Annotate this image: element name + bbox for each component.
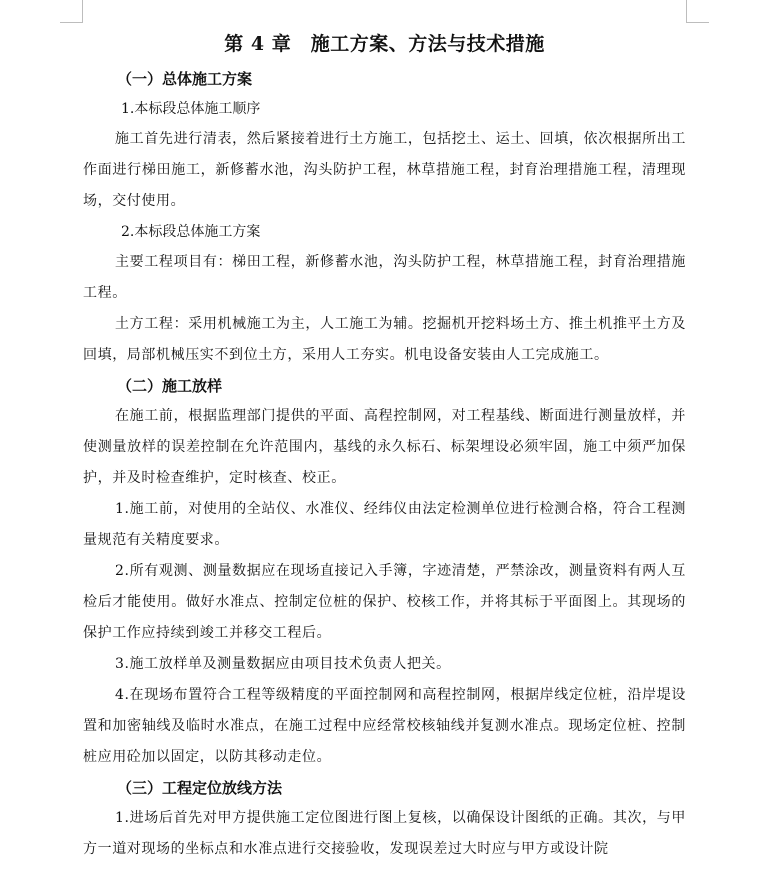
page-corner-mark-top-left [60,0,83,23]
sub-heading: 2.本标段总体施工方案 [121,224,261,240]
section-heading: （一）总体施工方案 [117,70,253,88]
section-heading: （三）工程定位放线方法 [117,779,283,797]
section-heading: （二）施工放样 [117,377,223,395]
page-corner-mark-top-right [686,0,709,23]
paragraph: 1.施工前，对使用的全站仪、水准仪、经纬仪由法定检测单位进行检测合格，符合工程测量规范有关精度要求。 [83,501,686,548]
paragraph: 3.施工放样单及测量数据应由项目技术负责人把关。 [115,656,451,672]
paragraph: 主要工程项目有：梯田工程，新修蓄水池，沟头防护工程，林草措施工程，封育治理措施工程。 [83,254,686,301]
paragraph: 土方工程：采用机械施工为主，人工施工为辅。挖掘机开挖料场土方、推土机推平土方及回填，局部机械压实不到位土方，采用人工夯实。机电设备安装由人工完成施工。 [83,316,686,363]
sub-heading: 1.本标段总体施工顺序 [121,101,261,117]
paragraph: 2.所有观测、测量数据应在现场直接记入手簿，字迹清楚，严禁涂改，测量资料有两人互检后才能使用。做好水准点、控制定位桩的保护、校核工作，并将其标于平面图上。其现场的保护工作应持续到竣工并移交工程后。 [83,563,686,641]
chapter-title: 第 4 章 施工方案、方法与技术措施 [224,33,545,55]
paragraph: 施工首先进行清表，然后紧接着进行土方施工，包括挖土、运土、回填，依次根据所出工作面进行梯田施工，新修蓄水池，沟头防护工程，林草措施工程，封育治理措施工程，清理现场，交付使用。 [83,131,686,209]
document-page [83,30,686,865]
paragraph: 1.进场后首先对甲方提供施工定位图进行图上复核，以确保设计图纸的正确。其次，与甲方一道对现场的坐标点和水准点进行交接验收，发现误差过大时应与甲方或设计院 [83,810,686,857]
paragraph: 在施工前，根据监理部门提供的平面、高程控制网，对工程基线、断面进行测量放样，并使测量放样的误差控制在允许范围内，基线的永久标石、标架埋设必须牢固，施工中须严加保护，并及时检查维护，定时核查、校正。 [83,408,686,486]
paragraph: 4.在现场布置符合工程等级精度的平面控制网和高程控制网，根据岸线定位桩，沿岸堤设置和加密轴线及临时水准点，在施工过程中应经常校核轴线并复测水准点。现场定位桩、控制桩应用砼加以固定，以防其移动走位。 [83,687,686,765]
